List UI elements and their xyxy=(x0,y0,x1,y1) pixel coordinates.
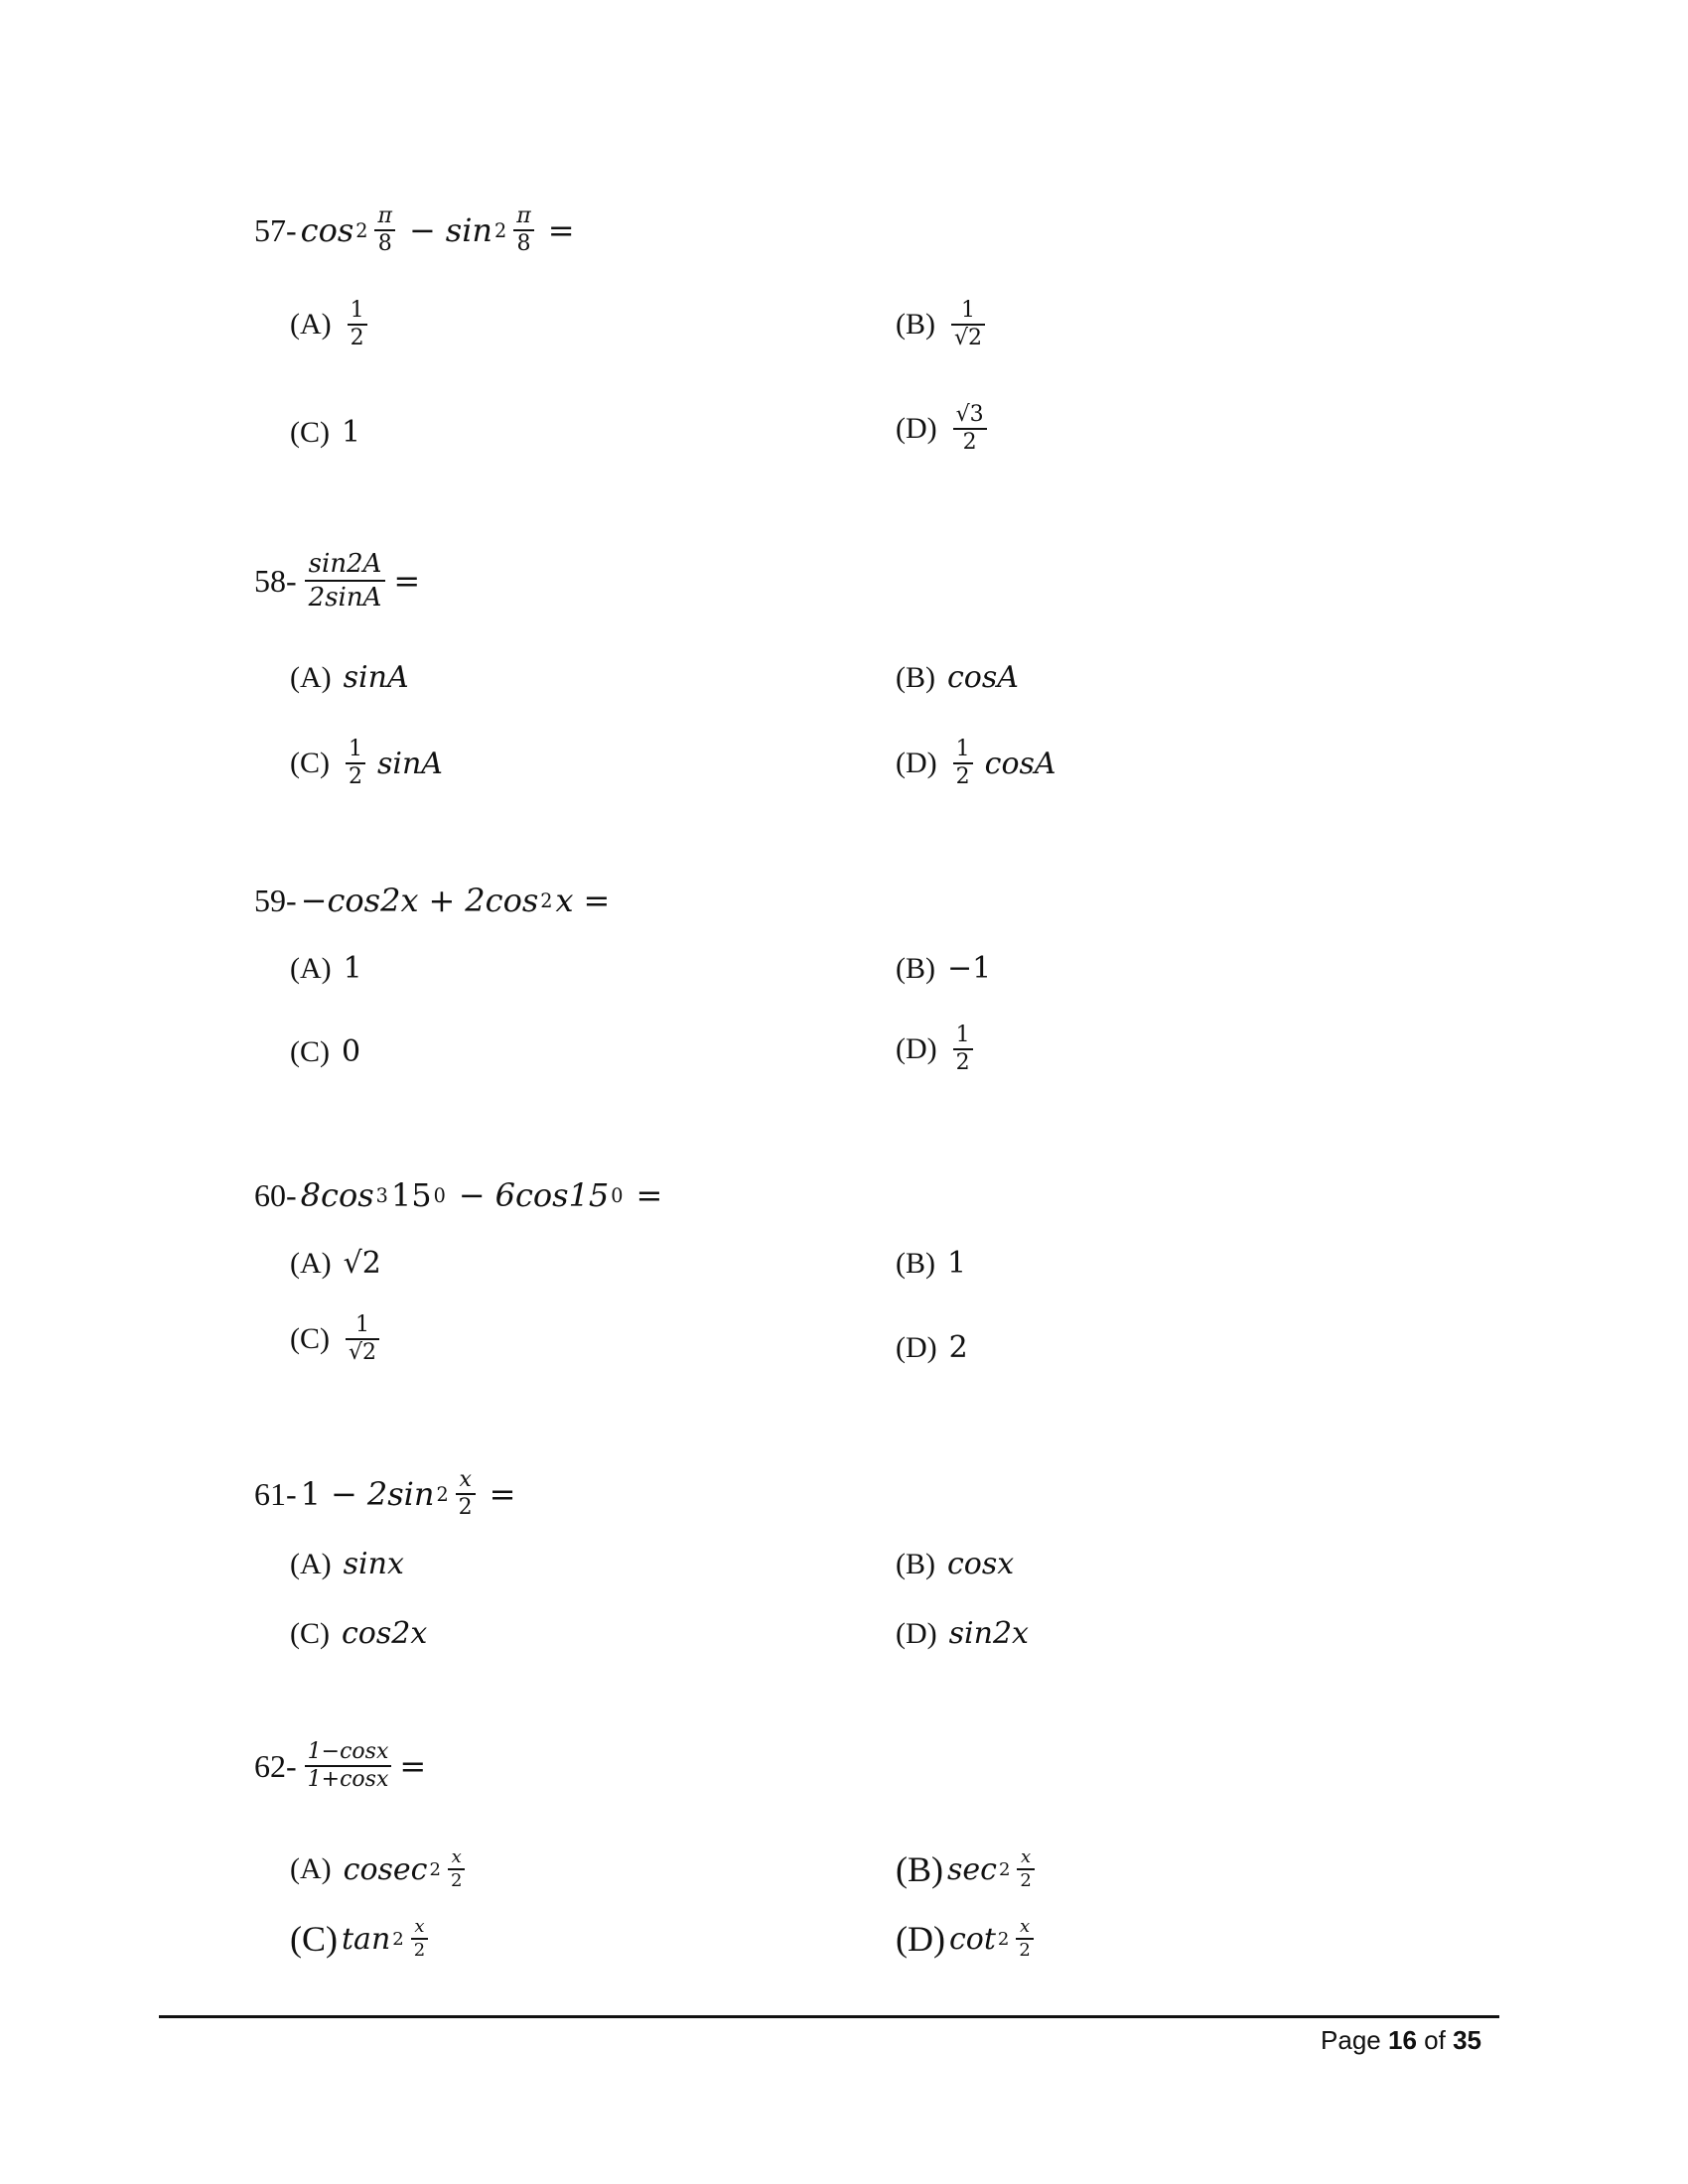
option-value: cosA xyxy=(947,660,1019,695)
option-value: cosA xyxy=(984,746,1056,781)
fraction-numerator: 1 xyxy=(350,298,364,323)
exponent: 2 xyxy=(392,1928,404,1950)
math-term: x xyxy=(555,882,574,919)
option-label: (A) xyxy=(290,1547,332,1580)
option-label: (D) xyxy=(896,1919,945,1959)
page-number xyxy=(1321,2025,1481,2056)
option-62-b[interactable] xyxy=(896,1846,1039,1892)
option-60-c[interactable] xyxy=(290,1312,383,1366)
fraction-numerator: 1−cosx xyxy=(307,1739,389,1764)
question-number: 61- xyxy=(254,1475,297,1512)
question-number: 59- xyxy=(254,882,297,918)
math-term: 15 xyxy=(390,1176,432,1214)
option-label: (B) xyxy=(896,308,935,341)
option-value: −1 xyxy=(947,951,992,986)
fraction-denominator: 2 xyxy=(1020,1870,1032,1891)
option-label: (D) xyxy=(896,1330,937,1364)
option-59-c[interactable] xyxy=(290,1034,360,1069)
question-59-stem xyxy=(254,882,620,919)
option-label: (C) xyxy=(290,1034,330,1068)
exponent: 2 xyxy=(429,1858,441,1880)
option-label: (A) xyxy=(290,660,332,694)
option-value: cot xyxy=(948,1921,996,1957)
total-pages: 35 xyxy=(1453,2025,1481,2055)
question-number: 58- xyxy=(254,562,297,599)
fraction-numerator: 1 xyxy=(355,1312,369,1337)
fraction-denominator: 2 xyxy=(349,764,362,789)
equals-sign: = xyxy=(547,211,575,249)
fraction xyxy=(953,1023,973,1076)
option-label: (C) xyxy=(290,1616,330,1650)
question-61-stem xyxy=(254,1467,525,1521)
operator: + xyxy=(428,882,456,919)
fraction xyxy=(1016,1916,1033,1962)
option-value: cosec xyxy=(343,1851,428,1887)
option-58-d[interactable] xyxy=(896,737,1056,790)
option-label: (D) xyxy=(896,412,937,445)
fraction-denominator: √2 xyxy=(954,326,983,350)
fraction-denominator: √2 xyxy=(349,1340,377,1365)
option-value: sinA xyxy=(343,660,409,695)
footer-divider xyxy=(159,2015,1499,2018)
fraction-denominator: 8 xyxy=(516,231,531,256)
option-57-b[interactable] xyxy=(896,298,989,351)
option-label: (C) xyxy=(290,1322,330,1355)
option-61-b[interactable] xyxy=(896,1547,1014,1581)
option-61-d[interactable] xyxy=(896,1616,1029,1651)
fraction xyxy=(513,204,533,257)
option-62-c[interactable] xyxy=(290,1916,432,1962)
question-number: 62- xyxy=(254,1747,297,1784)
option-57-c[interactable] xyxy=(290,415,360,450)
option-57-a[interactable] xyxy=(290,298,371,351)
fraction xyxy=(448,1846,465,1892)
option-label: (B) xyxy=(896,1849,943,1889)
option-label: (B) xyxy=(896,1246,935,1280)
option-label: (A) xyxy=(290,1852,332,1885)
fraction xyxy=(346,1312,379,1366)
option-value: 2 xyxy=(948,1330,968,1365)
fraction xyxy=(953,737,973,790)
question-number: 57- xyxy=(254,211,297,248)
option-label: (D) xyxy=(896,1032,937,1065)
fraction-numerator: 1 xyxy=(955,1023,970,1047)
exponent: 2 xyxy=(998,1858,1011,1880)
fraction xyxy=(456,1467,476,1521)
fraction-numerator: 1 xyxy=(349,737,362,761)
current-page: 16 xyxy=(1388,2025,1417,2055)
fraction xyxy=(411,1916,428,1962)
option-61-a[interactable] xyxy=(290,1547,404,1581)
fraction xyxy=(348,298,367,351)
fraction-denominator: 2sinA xyxy=(308,583,382,613)
exponent: 2 xyxy=(494,218,507,242)
question-60-stem xyxy=(254,1176,672,1214)
fraction-numerator: 1 xyxy=(955,737,970,761)
exponent: 2 xyxy=(355,218,368,242)
math-term: sin xyxy=(445,211,493,249)
operator: − xyxy=(458,1176,486,1214)
math-term: cos xyxy=(300,211,354,249)
equals-sign: = xyxy=(399,1747,427,1785)
fraction-denominator: 2 xyxy=(413,1940,426,1961)
fraction-numerator: 1 xyxy=(961,298,975,323)
fraction-denominator: 1+cosx xyxy=(307,1767,389,1792)
option-value: sinA xyxy=(377,746,443,781)
fraction-numerator: π xyxy=(516,204,531,228)
exponent: 3 xyxy=(375,1183,388,1207)
math-term: −cos2x xyxy=(300,882,419,919)
fraction-denominator: 2 xyxy=(955,1050,970,1075)
option-62-a[interactable] xyxy=(290,1846,469,1892)
option-label: (D) xyxy=(896,747,937,779)
option-value: 0 xyxy=(342,1034,361,1069)
fraction xyxy=(346,737,365,790)
page-of: of xyxy=(1424,2025,1446,2055)
option-58-c[interactable] xyxy=(290,737,443,790)
fraction-numerator: x xyxy=(414,1916,425,1937)
exponent: 0 xyxy=(433,1183,446,1207)
operator: − xyxy=(331,1475,357,1513)
equals-sign: = xyxy=(635,1176,663,1214)
option-60-a[interactable] xyxy=(290,1246,381,1281)
exponent: 2 xyxy=(436,1482,449,1506)
option-59-d[interactable] xyxy=(896,1023,977,1076)
fraction-numerator: π xyxy=(377,204,392,228)
exponent: 0 xyxy=(611,1183,624,1207)
option-label: (B) xyxy=(896,951,935,985)
option-label: (C) xyxy=(290,1919,338,1959)
fraction-denominator: 2 xyxy=(962,430,977,455)
option-label: (A) xyxy=(290,308,332,341)
fraction-denominator: 8 xyxy=(377,231,392,256)
exponent: 2 xyxy=(540,888,553,912)
fraction-denominator: 2 xyxy=(350,326,364,350)
option-57-d[interactable] xyxy=(896,402,991,456)
fraction xyxy=(951,298,985,351)
option-label: (A) xyxy=(290,1246,332,1280)
option-60-d[interactable] xyxy=(896,1330,968,1365)
question-number: 60- xyxy=(254,1176,297,1213)
fraction xyxy=(305,548,386,614)
option-value: sin2x xyxy=(948,1616,1029,1651)
option-value: cosx xyxy=(947,1547,1015,1581)
fraction-denominator: 2 xyxy=(955,764,970,789)
fraction-denominator: 2 xyxy=(458,1495,473,1520)
fraction-numerator: x xyxy=(451,1846,462,1867)
math-term: 2cos xyxy=(465,882,539,919)
math-term: 6cos15 xyxy=(494,1176,610,1214)
option-58-a[interactable] xyxy=(290,660,409,695)
option-label: (C) xyxy=(290,747,330,779)
fraction-denominator: 2 xyxy=(450,1870,463,1891)
fraction-denominator: 2 xyxy=(1019,1940,1031,1961)
fraction xyxy=(1017,1846,1034,1892)
option-62-d[interactable] xyxy=(896,1916,1038,1962)
option-value: tan xyxy=(342,1921,391,1957)
fraction-numerator: x xyxy=(1020,1916,1031,1937)
option-value: 1 xyxy=(342,415,361,450)
question-57-stem xyxy=(254,204,585,257)
equals-sign: = xyxy=(583,882,611,919)
option-value: cos2x xyxy=(342,1616,428,1651)
option-value: sec xyxy=(947,1851,997,1887)
exponent: 2 xyxy=(997,1928,1010,1950)
option-58-b[interactable] xyxy=(896,660,1019,695)
fraction-numerator: x xyxy=(1021,1846,1032,1867)
option-60-b[interactable] xyxy=(896,1246,966,1281)
question-62-stem xyxy=(254,1739,436,1793)
option-label: (A) xyxy=(290,951,332,985)
option-59-b[interactable] xyxy=(896,951,991,986)
operator: − xyxy=(408,211,436,249)
option-value: sinx xyxy=(343,1547,404,1581)
option-value: 1 xyxy=(947,1246,967,1281)
option-value: 1 xyxy=(343,951,362,986)
option-label: (B) xyxy=(896,660,935,694)
question-58-stem xyxy=(254,548,430,614)
option-61-c[interactable] xyxy=(290,1616,427,1651)
math-term: 8cos xyxy=(300,1176,374,1214)
math-term: 1 xyxy=(300,1475,322,1513)
equals-sign: = xyxy=(489,1475,516,1513)
option-59-a[interactable] xyxy=(290,951,362,986)
fraction-numerator: sin2A xyxy=(308,549,382,579)
fraction xyxy=(374,204,394,257)
option-label: (D) xyxy=(896,1616,937,1650)
option-label: (C) xyxy=(290,415,330,449)
fraction xyxy=(953,402,987,456)
fraction xyxy=(305,1739,392,1793)
option-label: (B) xyxy=(896,1547,935,1580)
fraction-numerator: √3 xyxy=(955,402,984,427)
math-term: 2sin xyxy=(366,1475,435,1513)
fraction-numerator: x xyxy=(459,1467,472,1492)
equals-sign: = xyxy=(393,562,421,600)
option-value: √2 xyxy=(343,1246,381,1281)
page-prefix: Page xyxy=(1321,2025,1381,2055)
